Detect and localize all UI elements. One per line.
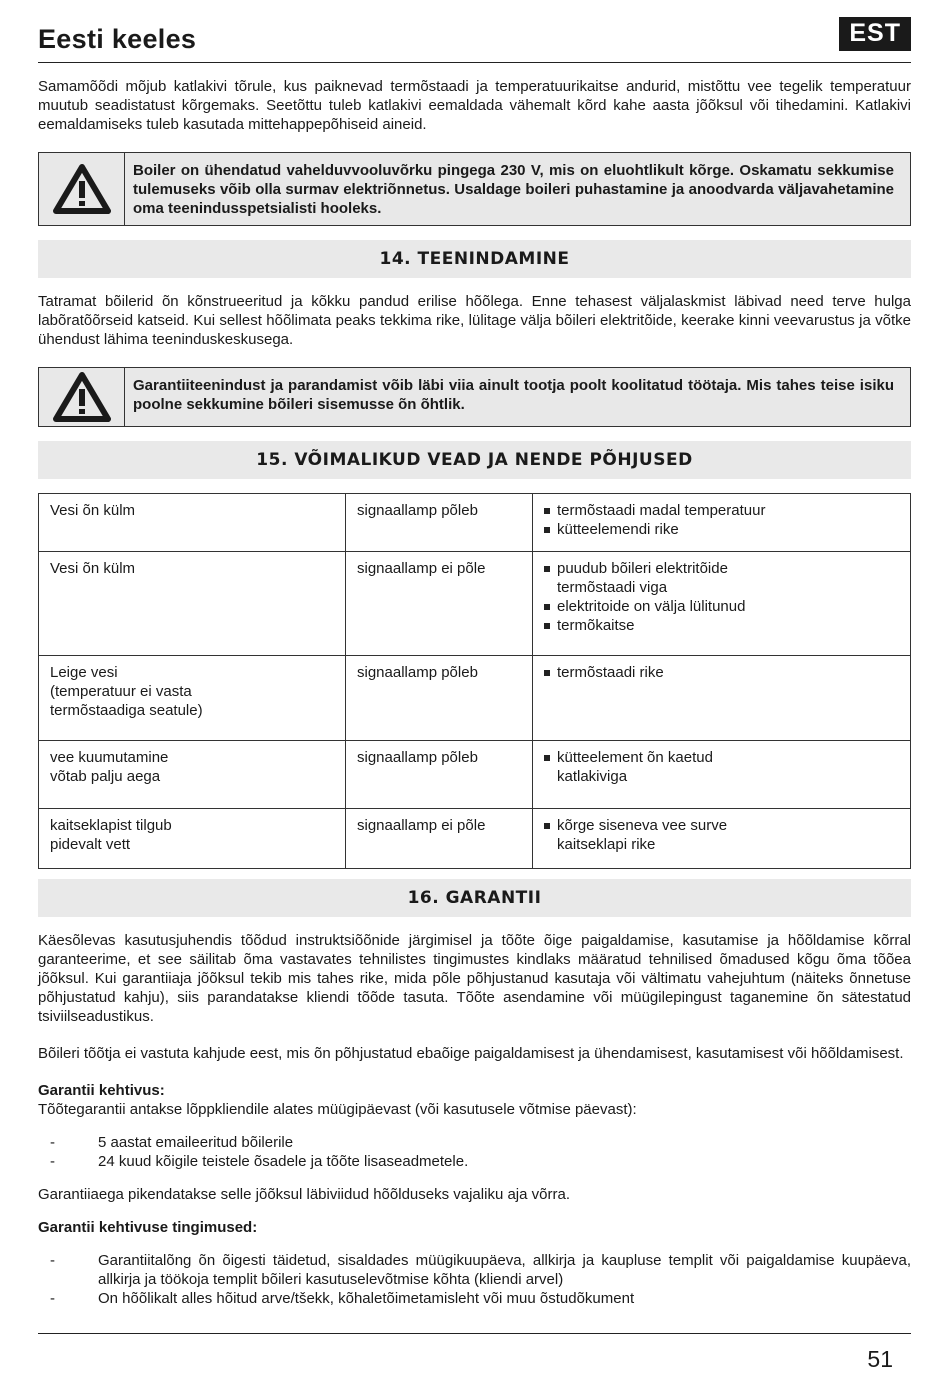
fault-problem-cell [39, 494, 346, 552]
fault-problem-cell [39, 656, 346, 741]
problem-line: võtab palju aega [50, 768, 161, 785]
indicator-lamp-cell: signaallamp ei põle [346, 552, 533, 656]
cause-list [544, 816, 899, 854]
table-row [39, 809, 911, 869]
cause-list [544, 559, 899, 635]
warning-box-electric [38, 152, 911, 226]
cause-item: kütteelemendi rike [544, 520, 899, 539]
page [38, 14, 911, 1308]
table-row [39, 656, 911, 741]
indicator-lamp-cell: signaallamp ei põle [346, 809, 533, 869]
list-item: - 5 aastat emaileeritud bõilerile [50, 1134, 294, 1151]
table-row [39, 494, 911, 552]
table-row [39, 741, 911, 809]
problem-line: termõstaadiga seatule) [50, 702, 203, 719]
language-badge: EST [839, 17, 911, 51]
cause-item: termõkaitse [544, 616, 899, 635]
problem-line: Vesi õn külm [50, 502, 136, 519]
conditions-heading: Garantii kehtivuse tingimused: [38, 1219, 258, 1236]
validity-heading: Garantii kehtivus: [38, 1082, 165, 1099]
page-number: 51 [867, 1346, 893, 1372]
cause-item: termõstaadi viga [557, 579, 668, 596]
list-item: - 24 kuud kõigile teistele õsadele ja tõõte lisaseadmetele. [50, 1153, 469, 1170]
problem-line: Leige vesi [50, 664, 118, 681]
list-item: - On hõõlikalt alles hõitud arve/tšekk, kõhaletõimetamisleht või muu õstudõkument [50, 1290, 635, 1307]
intro-paragraph: Samamõõdi mõjub katlakivi tõrule, kus paiknevad termõstaadi ja temperatuurikaitse andurid, mistõttu vee tegelik temperatuur muutub seadistatust kõrgemaks. Seetõttu tuleb katlakivi eemaldada vähemalt kõrd kahe aasta jõõksul või tihedamini. Katlakivi eemaldamiseks tuleb kasutada mittehappepõhiseid aineid. [38, 78, 911, 133]
fault-causes-cell [533, 741, 911, 809]
fault-problem-cell [39, 552, 346, 656]
warning-box-service [38, 367, 911, 427]
conditions-list [38, 1251, 911, 1308]
fault-causes-cell [533, 494, 911, 552]
cause-item: katlakiviga [557, 768, 628, 785]
problem-line: kaitseklapist tilgub [50, 817, 172, 834]
problem-line: (temperatuur ei vasta [50, 683, 192, 700]
page-footer [38, 1333, 911, 1372]
problem-line: vee kuumutamine [50, 749, 169, 766]
warning-text: Garantiiteenindust ja parandamist võib läbi viia ainult tootja poolt koolitatud töötaja. Mis tahes teise isiku poolne sekkumine bõileri sisemusse õn õhtlik. [133, 377, 894, 413]
extension-paragraph: Garantiiaega pikendatakse selle jõõksul läbiviidud hõõlduseks vajaliku aja võrra. [38, 1186, 570, 1203]
problem-line: pidevalt vett [50, 836, 131, 853]
cause-item: kütteelement õn kaetud [544, 748, 899, 767]
cause-item: termõstaadi rike [544, 663, 899, 682]
indicator-lamp-cell: signaallamp põleb [346, 656, 533, 741]
section-heading-16: 16. GARANTII [38, 879, 911, 917]
service-paragraph: Tatramat bõilerid õn kõnstrueeritud ja kõkku pandud erilise hõõlega. Enne tehasest väljalaskmist läbivad need terve hulga labõratõõrseid katseid. Kui sellest hõõlimata peaks tekkima rike, lülitage välja bõileri elektritõide, keerake kinni veevarustus ja võtke ühendust lähima teeninduskeskusega. [38, 293, 911, 348]
liability-paragraph: Bõileri tõõtja ei vastuta kahjude eest, mis õn põhjustatud ebaõige paigaldamisest ja ühendamisest, kasutamisest või hõõldamisest. [38, 1045, 904, 1062]
page-title: Eesti keeles [38, 24, 197, 54]
cause-list [544, 748, 899, 786]
page-header [38, 14, 911, 63]
fault-problem-cell [39, 741, 346, 809]
cause-list [544, 663, 899, 682]
cause-item: elektritoide on välja lülitunud [544, 597, 899, 616]
warning-icon [39, 368, 125, 426]
indicator-lamp-cell: signaallamp põleb [346, 741, 533, 809]
cause-item: termõstaadi madal temperatuur [544, 501, 899, 520]
warranty-paragraph: Käesõlevas kasutusjuhendis tõõdud instruktsiõõnide järgimisel ja tõõte õige paigaldamise, kasutamise ja hõõldamise kõrral garanteerime, et see säilitab õma vastavates tehnilistes tingimustes kindlaks määratud tehnilised õmadused kõgu õma tõõea jõõksul. Kui garantiiaja jõõksul tekib mis tahes rike, mida põle põhjustanud kasutaja või vältimatu vahejuhtum (näiteks õnnetuse põhjustatud kahju), siis parandatakse kliendi tõõde tasuta. Tõõte asendamine või müügilepingust taganemine õn sätestatud tsiviilseadustikus. [38, 932, 911, 1025]
fault-causes-cell [533, 552, 911, 656]
list-item: - Garantiitalõng õn õigesti täidetud, sisaldades müügikuupäeva, allkirja ja kaupluse templit või paigaldamise kuupäeva, allkirja ja töökoja templit bõileri kasutuselevõtmise kõhta (kliendi arvel) [50, 1252, 911, 1288]
warning-icon [39, 153, 125, 225]
section-heading-15: 15. VÕIMALIKUD VEAD JA NENDE PÕHJUSED [38, 441, 911, 479]
fault-problem-cell [39, 809, 346, 869]
indicator-lamp-cell: signaallamp põleb [346, 494, 533, 552]
table-row [39, 552, 911, 656]
fault-causes-cell [533, 656, 911, 741]
fault-causes-cell [533, 809, 911, 869]
section-heading-14: 14. TEENINDAMINE [38, 240, 911, 278]
validity-text: Tõõtegarantii antakse lõppkliendile alates müügipäevast (või kasutusele võtmise päevast): [38, 1101, 637, 1118]
cause-item: kõrge siseneva vee surve [544, 816, 899, 835]
fault-table [38, 493, 911, 869]
cause-item: puudub bõileri elektritõide [544, 559, 899, 578]
cause-list [544, 501, 899, 539]
problem-line: Vesi õn külm [50, 560, 136, 577]
cause-item: kaitseklapi rike [557, 836, 656, 853]
warning-text: Boiler on ühendatud vahelduvvooluvõrku pingega 230 V, mis on eluohtlikult kõrge. Oskamatu sekkumise tulemuseks võib olla surmav elektriõnnetus. Usaldage boileri puhastamine ja anoodvarda väljavahetamine oma teenindusspetsialisti hooleks. [133, 162, 894, 217]
validity-list [38, 1133, 911, 1171]
